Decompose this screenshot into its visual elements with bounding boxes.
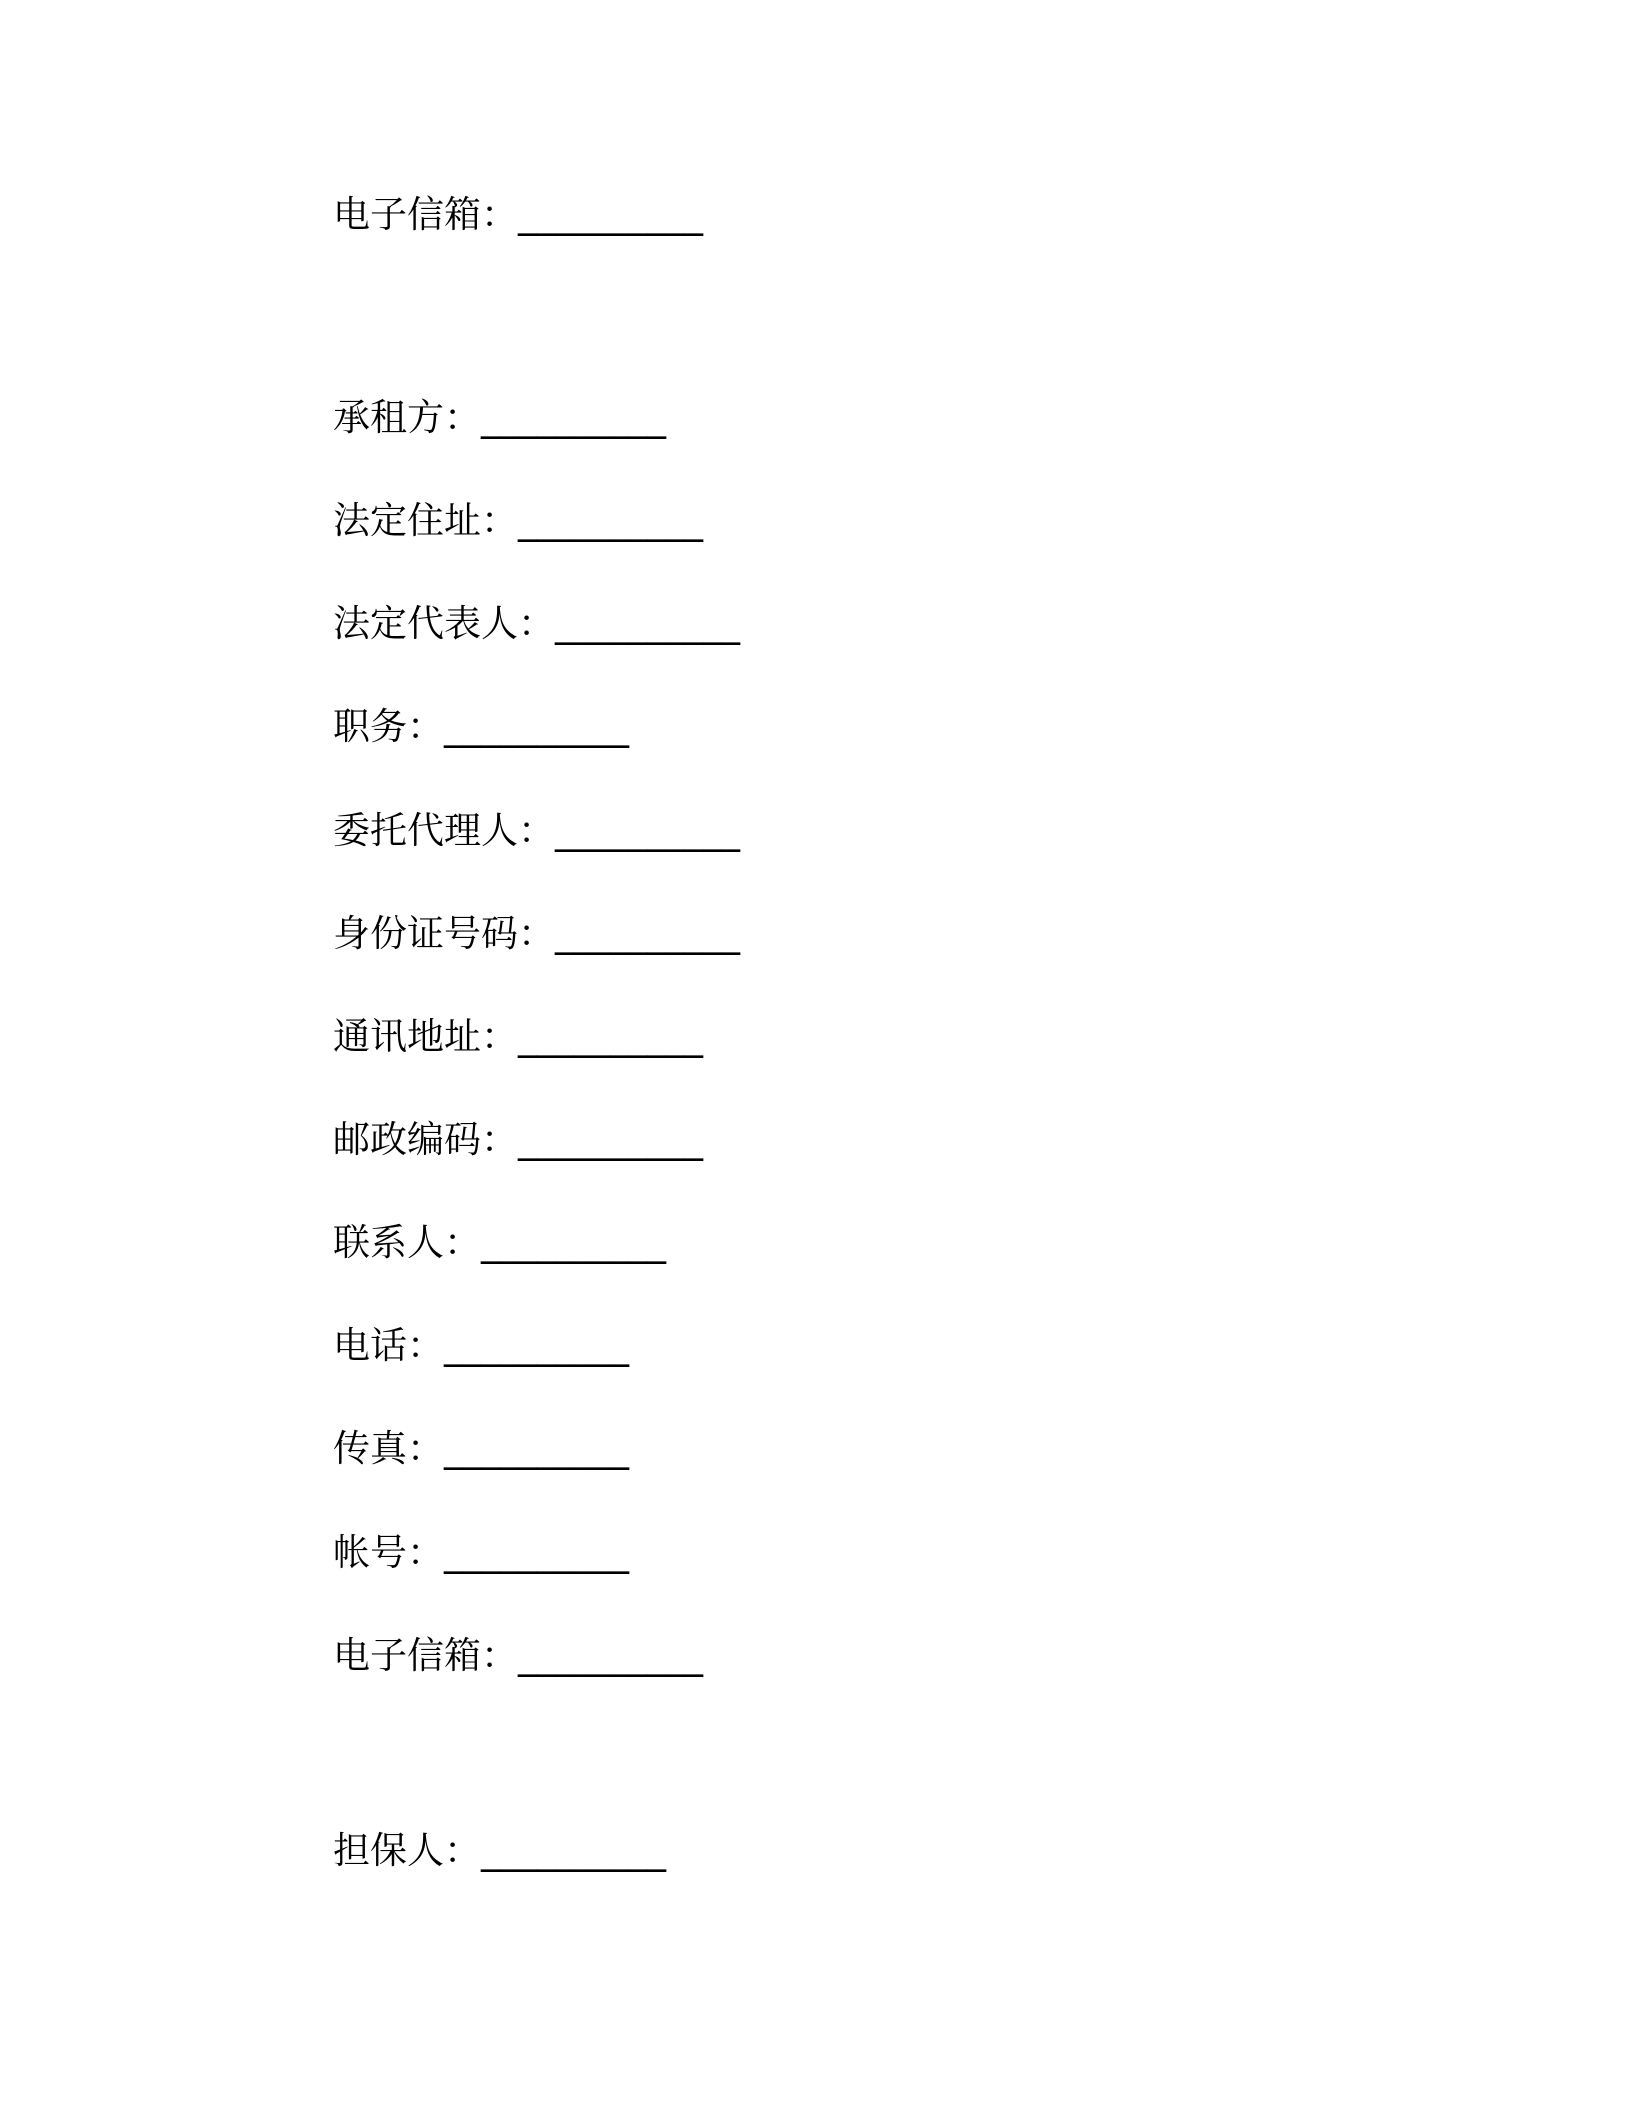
postal-code-field (333, 1115, 703, 1165)
mail-address-label: 通讯地址： (333, 1015, 518, 1058)
legal-address-label: 法定住址： (333, 499, 518, 542)
contact-label: 联系人： (333, 1221, 481, 1264)
legal-rep-blank: __________ (555, 602, 740, 645)
legal-rep-field (333, 599, 740, 649)
tenant-label: 承租方： (333, 396, 481, 439)
account-label: 帐号： (333, 1531, 444, 1574)
legal-address-blank: __________ (518, 499, 703, 542)
agent-label: 委托代理人： (333, 809, 555, 852)
mail-address-blank: __________ (518, 1015, 703, 1058)
contact-field (333, 1218, 666, 1268)
id-number-label: 身份证号码： (333, 912, 555, 955)
email-bottom-label: 电子信箱： (333, 1634, 518, 1677)
contact-blank: __________ (481, 1221, 666, 1264)
email-field-bottom (333, 1631, 703, 1681)
id-number-blank: __________ (555, 912, 740, 955)
agent-blank: __________ (555, 809, 740, 852)
agent-field (333, 806, 740, 856)
email-bottom-blank: __________ (518, 1634, 703, 1677)
postal-code-label: 邮政编码： (333, 1118, 518, 1161)
fax-label: 传真： (333, 1427, 444, 1470)
position-field (333, 702, 629, 752)
email-field-top (333, 190, 703, 240)
guarantor-blank: __________ (481, 1829, 666, 1872)
fax-blank: __________ (444, 1427, 629, 1470)
guarantor-label: 担保人： (333, 1829, 481, 1872)
phone-field (333, 1321, 629, 1371)
account-blank: __________ (444, 1531, 629, 1574)
guarantor-field (333, 1826, 666, 1876)
postal-code-blank: __________ (518, 1118, 703, 1161)
legal-address-field (333, 496, 703, 546)
id-number-field (333, 909, 740, 959)
mail-address-field (333, 1012, 703, 1062)
account-field (333, 1528, 629, 1578)
email-label: 电子信箱： (333, 193, 518, 236)
legal-rep-label: 法定代表人： (333, 602, 555, 645)
position-label: 职务： (333, 705, 444, 748)
position-blank: __________ (444, 705, 629, 748)
phone-blank: __________ (444, 1324, 629, 1367)
tenant-field (333, 393, 666, 443)
tenant-blank: __________ (481, 396, 666, 439)
email-blank: __________ (518, 193, 703, 236)
fax-field (333, 1424, 629, 1474)
phone-label: 电话： (333, 1324, 444, 1367)
